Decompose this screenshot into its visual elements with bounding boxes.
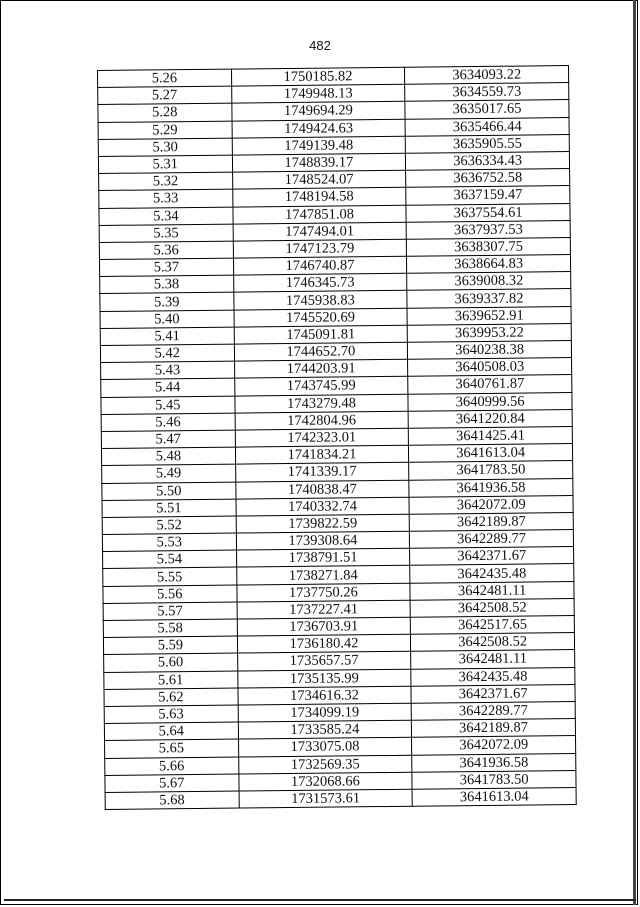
point-id-cell: 5.67 xyxy=(105,774,239,793)
x-coordinate-cell: 1746345.73 xyxy=(233,274,407,293)
y-coordinate-cell: 3639337.82 xyxy=(407,289,571,308)
x-coordinate-cell: 1745091.81 xyxy=(234,325,408,344)
point-id-cell: 5.42 xyxy=(100,344,234,363)
point-id-cell: 5.46 xyxy=(101,413,235,432)
point-id-cell: 5.50 xyxy=(102,482,236,501)
point-id-cell: 5.56 xyxy=(103,585,237,604)
point-id-cell: 5.55 xyxy=(103,568,237,587)
y-coordinate-cell: 3637554.61 xyxy=(406,203,570,222)
coordinate-table-body xyxy=(98,66,577,810)
y-coordinate-cell: 3637159.47 xyxy=(406,186,570,205)
page-number: 482 xyxy=(309,38,331,53)
y-coordinate-cell: 3641613.04 xyxy=(412,787,576,806)
y-coordinate-cell: 3640999.56 xyxy=(408,392,572,411)
x-coordinate-cell: 1737750.26 xyxy=(237,583,411,602)
point-id-cell: 5.39 xyxy=(100,293,234,312)
x-coordinate-cell: 1744652.70 xyxy=(234,342,408,361)
x-coordinate-cell: 1742323.01 xyxy=(235,428,409,447)
x-coordinate-cell: 1733075.08 xyxy=(238,738,412,757)
point-id-cell: 5.31 xyxy=(98,155,232,174)
point-id-cell: 5.28 xyxy=(98,103,232,122)
x-coordinate-cell: 1744203.91 xyxy=(234,359,408,378)
y-coordinate-cell: 3642481.11 xyxy=(410,581,574,600)
x-coordinate-cell: 1732068.66 xyxy=(239,772,413,791)
x-coordinate-cell: 1741339.17 xyxy=(235,463,409,482)
y-coordinate-cell: 3642189.87 xyxy=(412,719,576,738)
y-coordinate-cell: 3641783.50 xyxy=(412,770,576,789)
point-id-cell: 5.41 xyxy=(100,327,234,346)
y-coordinate-cell: 3636752.58 xyxy=(406,169,570,188)
point-id-cell: 5.58 xyxy=(103,619,237,638)
point-id-cell: 5.36 xyxy=(99,241,233,260)
y-coordinate-cell: 3642072.09 xyxy=(412,736,576,755)
x-coordinate-cell: 1748839.17 xyxy=(232,153,406,172)
y-coordinate-cell: 3642289.77 xyxy=(411,701,575,720)
y-coordinate-cell: 3639652.91 xyxy=(407,306,571,325)
point-id-cell: 5.45 xyxy=(101,396,235,415)
point-id-cell: 5.35 xyxy=(99,224,233,243)
y-coordinate-cell: 3642481.11 xyxy=(411,650,575,669)
point-id-cell: 5.34 xyxy=(99,207,233,226)
point-id-cell: 5.32 xyxy=(99,172,233,191)
y-coordinate-cell: 3637937.53 xyxy=(406,220,570,239)
x-coordinate-cell: 1735657.57 xyxy=(237,652,411,671)
x-coordinate-cell: 1749694.29 xyxy=(231,102,405,121)
x-coordinate-cell: 1739822.59 xyxy=(236,514,410,533)
x-coordinate-cell: 1747494.01 xyxy=(233,222,407,241)
x-coordinate-cell: 1731573.61 xyxy=(239,789,413,808)
point-id-cell: 5.30 xyxy=(98,138,232,157)
point-id-cell: 5.48 xyxy=(101,447,235,466)
y-coordinate-cell: 3635017.65 xyxy=(405,100,569,119)
y-coordinate-cell: 3635466.44 xyxy=(405,117,569,136)
x-coordinate-cell: 1747851.08 xyxy=(233,205,407,224)
x-coordinate-cell: 1737227.41 xyxy=(237,600,411,619)
y-coordinate-cell: 3642289.77 xyxy=(410,530,574,549)
point-id-cell: 5.51 xyxy=(102,499,236,518)
point-id-cell: 5.66 xyxy=(105,757,239,776)
y-coordinate-cell: 3640508.03 xyxy=(408,358,572,377)
x-coordinate-cell: 1732569.35 xyxy=(238,755,412,774)
y-coordinate-cell: 3634559.73 xyxy=(405,83,569,102)
point-id-cell: 5.59 xyxy=(103,636,237,655)
x-coordinate-cell: 1743745.99 xyxy=(234,377,408,396)
y-coordinate-cell: 3642189.87 xyxy=(409,512,573,531)
y-coordinate-cell: 3634093.22 xyxy=(405,66,569,85)
point-id-cell: 5.47 xyxy=(101,430,235,449)
x-coordinate-cell: 1749139.48 xyxy=(232,136,406,155)
point-id-cell: 5.54 xyxy=(103,550,237,569)
y-coordinate-cell: 3642435.48 xyxy=(410,564,574,583)
point-id-cell: 5.64 xyxy=(104,722,238,741)
y-coordinate-cell: 3641783.50 xyxy=(409,461,573,480)
y-coordinate-cell: 3642508.52 xyxy=(410,598,574,617)
point-id-cell: 5.52 xyxy=(102,516,236,535)
point-id-cell: 5.60 xyxy=(104,653,238,672)
scan-edge-right xyxy=(633,0,636,905)
y-coordinate-cell: 3641425.41 xyxy=(409,426,573,445)
y-coordinate-cell: 3641613.04 xyxy=(409,444,573,463)
point-id-cell: 5.65 xyxy=(105,739,239,758)
point-id-cell: 5.57 xyxy=(103,602,237,621)
scan-edge-bottom xyxy=(4,899,636,901)
point-id-cell: 5.27 xyxy=(98,86,232,105)
y-coordinate-cell: 3639008.32 xyxy=(407,272,571,291)
point-id-cell: 5.26 xyxy=(98,69,232,88)
x-coordinate-cell: 1745938.83 xyxy=(233,291,407,310)
y-coordinate-cell: 3642371.67 xyxy=(410,547,574,566)
point-id-cell: 5.53 xyxy=(102,533,236,552)
y-coordinate-cell: 3640761.87 xyxy=(408,375,572,394)
x-coordinate-cell: 1740332.74 xyxy=(236,497,410,516)
x-coordinate-cell: 1745520.69 xyxy=(234,308,408,327)
point-id-cell: 5.33 xyxy=(99,189,233,208)
point-id-cell: 5.62 xyxy=(104,688,238,707)
y-coordinate-cell: 3638664.83 xyxy=(407,255,571,274)
point-id-cell: 5.61 xyxy=(104,671,238,690)
point-id-cell: 5.68 xyxy=(105,791,239,810)
y-coordinate-cell: 3642072.09 xyxy=(409,495,573,514)
y-coordinate-cell: 3642517.65 xyxy=(411,616,575,635)
x-coordinate-cell: 1735135.99 xyxy=(237,669,411,688)
point-id-cell: 5.44 xyxy=(101,378,235,397)
y-coordinate-cell: 3641936.58 xyxy=(412,753,576,772)
y-coordinate-cell: 3642371.67 xyxy=(411,684,575,703)
point-id-cell: 5.37 xyxy=(99,258,233,277)
point-id-cell: 5.49 xyxy=(102,464,236,483)
y-coordinate-cell: 3641220.84 xyxy=(408,409,572,428)
y-coordinate-cell: 3635905.55 xyxy=(406,134,570,153)
point-id-cell: 5.43 xyxy=(101,361,235,380)
point-id-cell: 5.40 xyxy=(100,310,234,329)
x-coordinate-cell: 1734099.19 xyxy=(238,703,412,722)
x-coordinate-cell: 1746740.87 xyxy=(233,256,407,275)
x-coordinate-cell: 1738271.84 xyxy=(236,566,410,585)
x-coordinate-cell: 1740838.47 xyxy=(235,480,409,499)
x-coordinate-cell: 1747123.79 xyxy=(233,239,407,258)
x-coordinate-cell: 1736180.42 xyxy=(237,634,411,653)
x-coordinate-cell: 1748194.58 xyxy=(232,188,406,207)
y-coordinate-cell: 3642508.52 xyxy=(411,633,575,652)
x-coordinate-cell: 1741834.21 xyxy=(235,445,409,464)
x-coordinate-cell: 1738791.51 xyxy=(236,549,410,568)
y-coordinate-cell: 3639953.22 xyxy=(407,323,571,342)
coordinate-table xyxy=(97,65,577,810)
x-coordinate-cell: 1734616.32 xyxy=(238,686,412,705)
x-coordinate-cell: 1736703.91 xyxy=(237,617,411,636)
point-id-cell: 5.63 xyxy=(104,705,238,724)
point-id-cell: 5.38 xyxy=(100,275,234,294)
x-coordinate-cell: 1749424.63 xyxy=(232,119,406,138)
x-coordinate-cell: 1749948.13 xyxy=(231,84,405,103)
y-coordinate-cell: 3636334.43 xyxy=(406,151,570,170)
x-coordinate-cell: 1733585.24 xyxy=(238,720,412,739)
x-coordinate-cell: 1748524.07 xyxy=(232,170,406,189)
x-coordinate-cell: 1750185.82 xyxy=(231,67,405,86)
y-coordinate-cell: 3640238.38 xyxy=(408,341,572,360)
point-id-cell: 5.29 xyxy=(98,121,232,140)
x-coordinate-cell: 1743279.48 xyxy=(235,394,409,413)
y-coordinate-cell: 3641936.58 xyxy=(409,478,573,497)
x-coordinate-cell: 1739308.64 xyxy=(236,531,410,550)
y-coordinate-cell: 3642435.48 xyxy=(411,667,575,686)
y-coordinate-cell: 3638307.75 xyxy=(407,237,571,256)
x-coordinate-cell: 1742804.96 xyxy=(235,411,409,430)
